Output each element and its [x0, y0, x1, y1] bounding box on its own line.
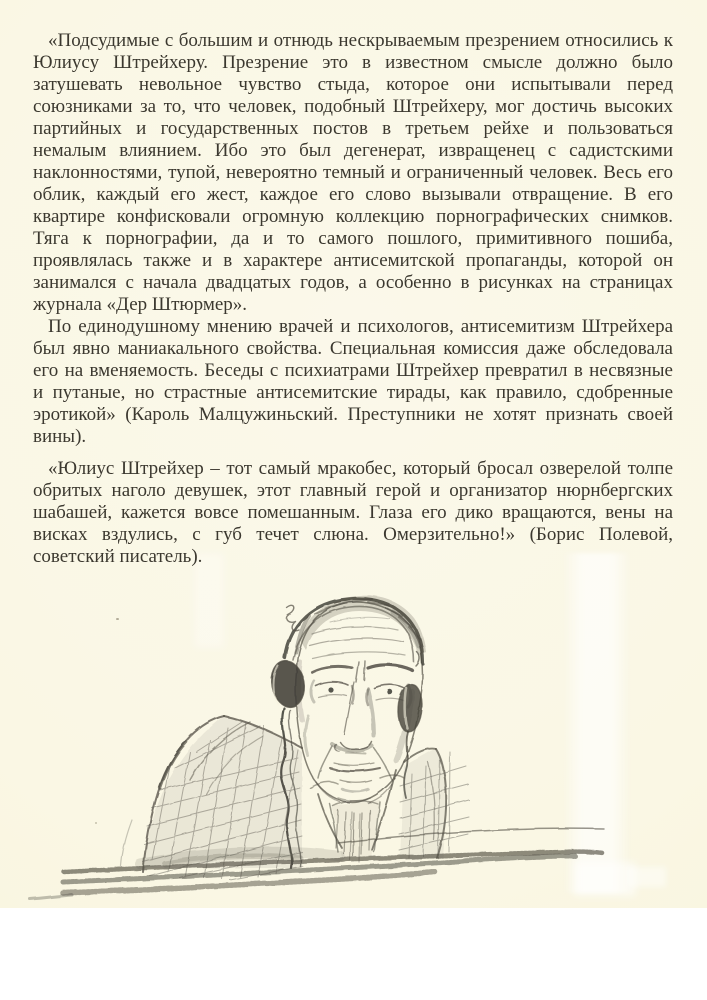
- body-text: [33, 30, 673, 568]
- hair: [296, 595, 426, 656]
- desk: [30, 829, 604, 899]
- paragraph: «Юлиус Штрейхер – тот самый мракобес, который бросал озверелой толпе обритых наголо девушек, этот главный герой и организатор нюрнбергских шабашей, кажется вовсе помешанным. Глаза его дико вращаются, вены на висках вздулись, с губ течет слюна. Омерзительно!» (Борис Полевой, советский писатель).: [33, 458, 673, 567]
- paragraph: По единодушному мнению врачей и психологов, антисемитизм Штрейхера был явно маниакального свойства. Специальная комиссия даже обследовала его на вменяемость. Беседы с психиатрами Штрейхер превратил в несвязные и путаные, но страстные антисемитские тирады, как правило, сдобренные эротикой» (Кароль Малцужиньский. Преступники не хотят признать своей вины).: [33, 316, 673, 447]
- paragraph: «Подсудимые с большим и отнюдь нескрываемым презрением относились к Юлиусу Штрейхеру. Презрение это в известном смысле должно было затушевать невольное чувство стыда, которое они испытывали перед союзниками за то, что человек, подобный Штрейхеру, мог достичь высоких партийных и государственных постов в третьем рейхе и пользоваться немалым влиянием. Ибо это был дегенерат, извращенец с садистскими наклонностями, тупой, невероятно темный и ограниченный человек. Весь его облик, каждый его жест, каждое его слово вызывали отвращение. В его квартире конфисковали огромную коллекцию порнографических снимков. Тяга к порнографии, да и то самого пошлого, примитивного пошиба, проявлялась также и в характере антисемитской пропаганды, которой он занимался с начала двадцатых годов, а особенно в рисунках на страницах журнала «Дер Штюрмер».: [33, 30, 673, 315]
